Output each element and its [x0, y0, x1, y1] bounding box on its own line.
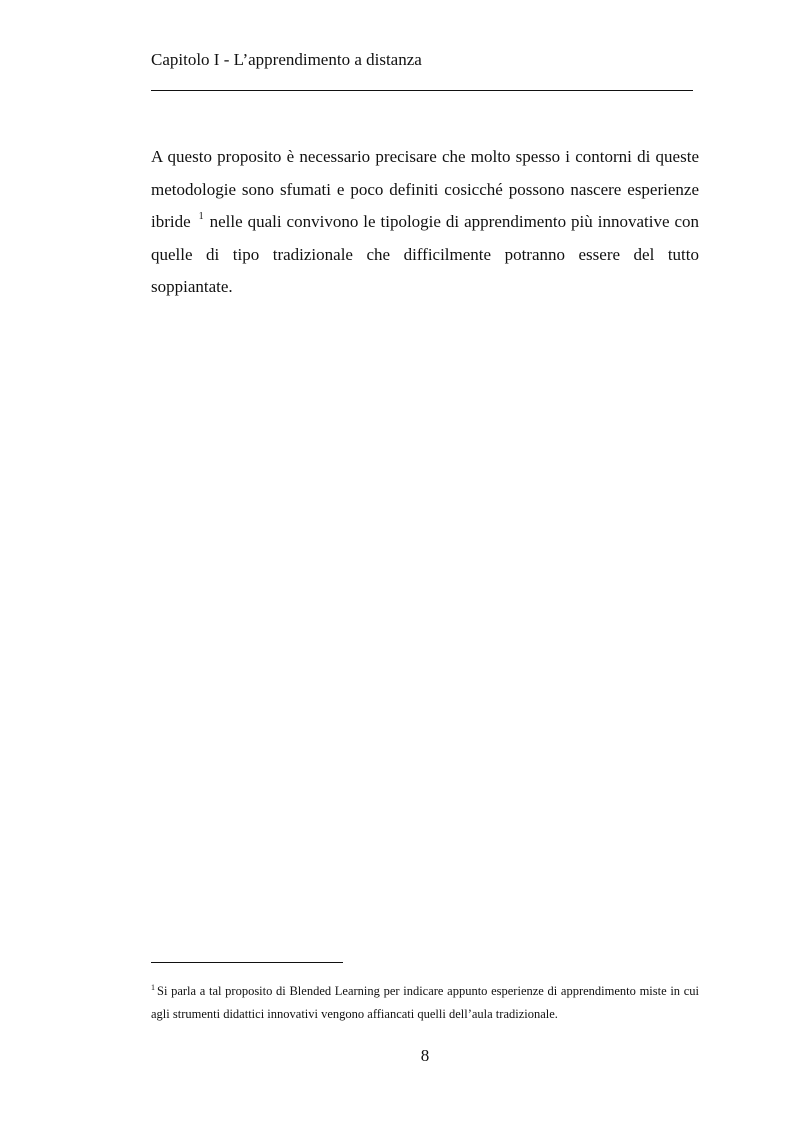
footnote — [151, 980, 699, 1026]
body-paragraph — [151, 141, 699, 304]
header-divider — [151, 90, 693, 91]
footnote-marker: 1 — [151, 983, 155, 992]
page-number: 8 — [420, 1046, 430, 1065]
footnote-text: Si parla a tal proposito di Blended Learning per indicare appunto esperienze di apprendimento miste in cui agli strumenti didattici innovativi vengono affiancati quelli dell’aula tradizionale. — [151, 984, 699, 1021]
footnote-divider — [151, 962, 343, 963]
paragraph-text-before-ref: A questo proposito è necessario precisare che molto spesso i contorni di queste metodologie sono sfumati e poco definiti cosicché possono nascere esperienze ibride — [151, 147, 699, 231]
paragraph-text-after-ref: nelle quali convivono le tipologie di apprendimento più innovative con quelle di tipo tradizionale che difficilmente potranno essere del tutto soppiantate. — [151, 212, 699, 296]
footnote-reference[interactable]: 1 — [198, 211, 204, 222]
running-header-title: Capitolo I - L’apprendimento a distanza — [151, 50, 422, 69]
